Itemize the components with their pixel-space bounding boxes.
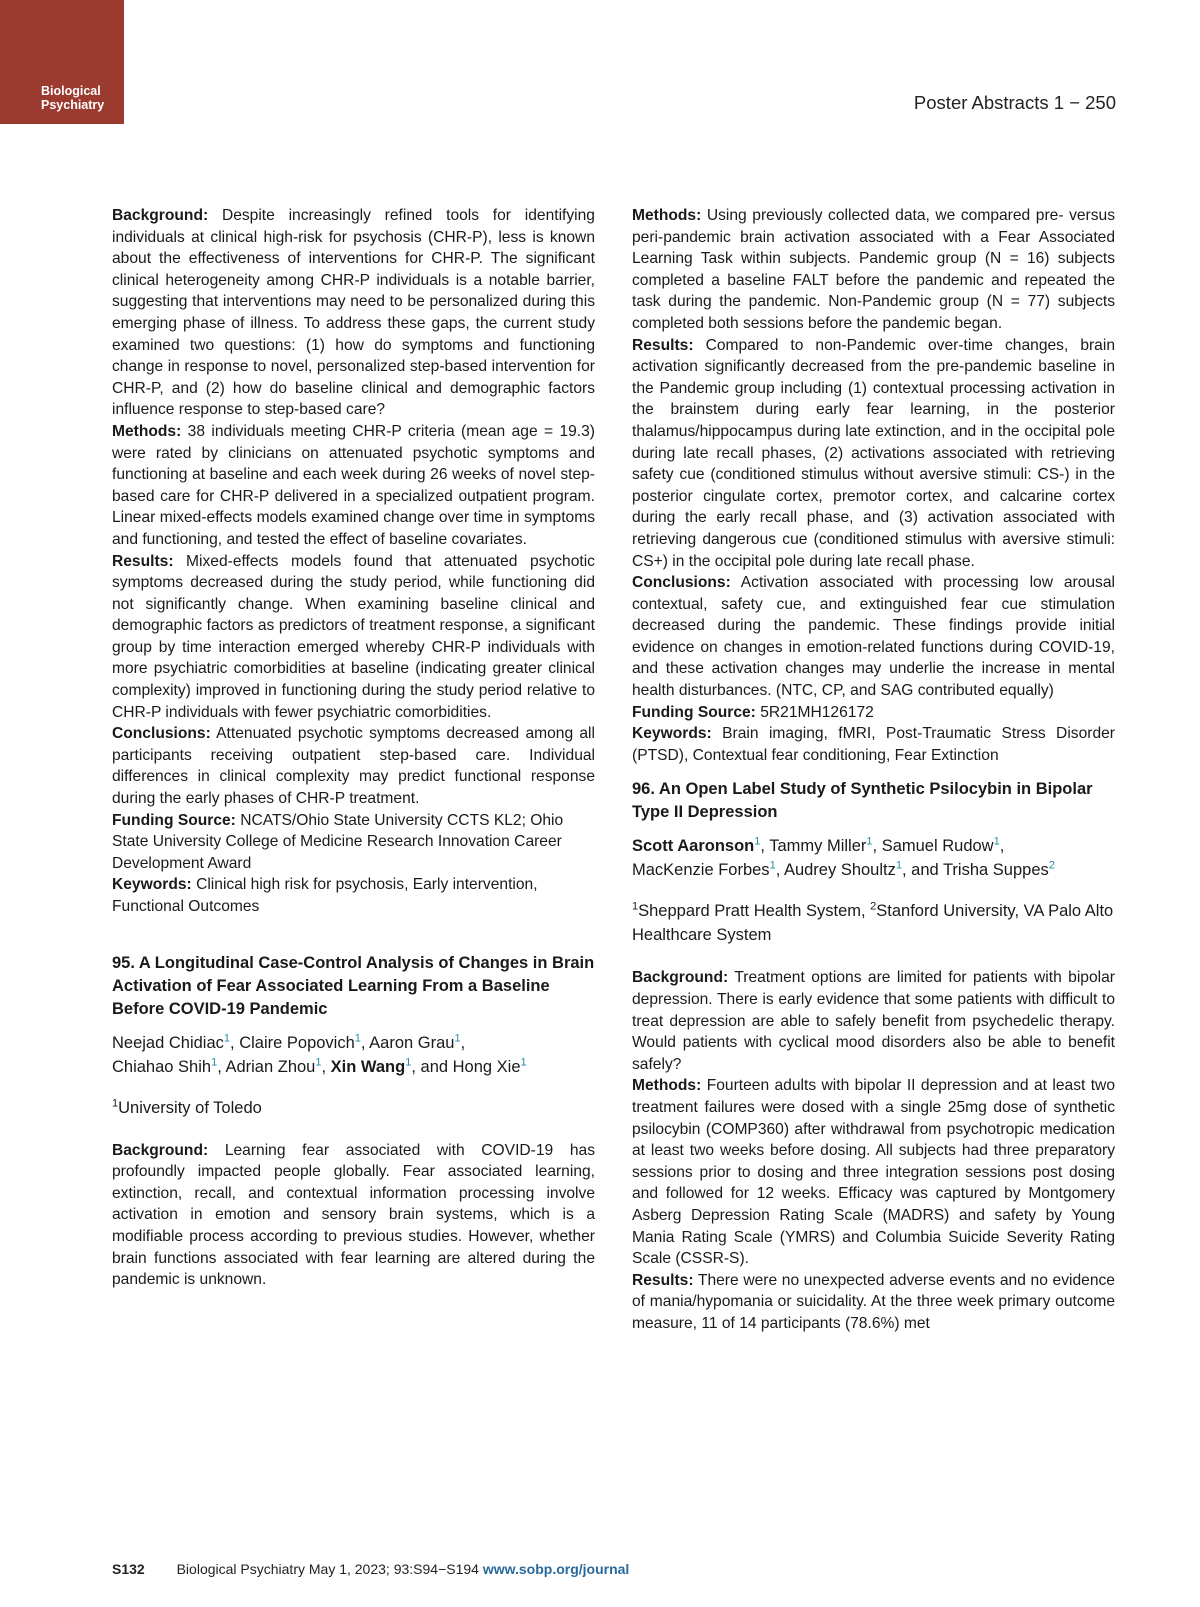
conclusions-label: Conclusions: [112,725,211,743]
abstract94-methods [112,421,595,551]
results-text: There were no unexpected adverse events and no evidence of mania/hypomania or suicidality. At the three week primary outcome measure, 11 of 14 participants (78.6%) met [632,1271,1115,1332]
results-label: Results: [632,1271,694,1289]
author: Adrian Zhou$^1$, [225,1056,331,1076]
abstract95-conclusions [632,572,1115,702]
abstract94-keywords [112,874,595,917]
journal-logo-text [41,84,104,112]
keywords-text: Clinical high risk for psychosis, Early intervention, Functional Outcomes [112,876,538,915]
background-text: Learning fear associated with COVID-19 has profoundly impacted people globally. Fear associated learning, extinction, recall, and contextual information processing involve activation in emotion and sensory brain systems, which is a modifiable process according to previous studies. However, whether brain functions associated with fear learning are altered during the pandemic is unknown. [112,1141,595,1289]
methods-label: Methods: [632,207,702,224]
author: Neejad Chidiac$^1$, [112,1032,240,1052]
results-text: Mixed-effects models found that attenuated psychotic symptoms decreased during the study period, while functioning did not significantly change. When examining baseline clinical and demographic factors as predictors of treatment response, a significant group by time interaction emerged whereby CHR-P individuals with more psychiatric comorbidities at baseline (indicating greater clinical complexity) improved in functioning during the study period relative to CHR-P individuals with fewer psychiatric comorbidities. [112,552,595,721]
logo-line-2: Psychiatry [41,98,105,112]
methods-text: Fourteen adults with bipolar II depression and at least two treatment failures were dosed with a single 25mg dose of synthetic psilocybin (COMP360) after withdrawal from psychotropic medication at least two weeks before dosing. All subjects had three preparatory sessions prior to dosing and three integration sessions post dosing and followed for 12 weeks. Efficacy was captured by Montgomery Asberg Depression Rating Scale (MADRS) and safety by Young Mania Rating Scale (YMRS) and Columbia Suicide Severity Rating Scale (CSSR-S). [632,1077,1115,1268]
abstract94-results [112,551,595,724]
author: MacKenzie Forbes$^1$, [632,859,784,880]
abstract95-affiliation: $^1$University of Toledo [112,1097,262,1117]
keywords-text: Brain imaging, fMRI, Post-Traumatic Stress Disorder (PTSD), Contextual fear conditioning, Fear Extinction [632,725,1115,764]
methods-label: Methods: [112,422,182,440]
funding-label: Funding Source: [112,811,236,829]
journal-logo [0,0,124,124]
background-label: Background: [112,1141,209,1159]
funding-text: 5R21MH126172 [760,703,874,721]
abstract95-results [632,335,1115,573]
abstract96-affiliations: $^1$Sheppard Pratt Health System, $^2$Stanford University, VA Palo Alto Healthcare System [632,900,1114,945]
abstract96-authors [632,834,1115,882]
abstract94-conclusions [112,723,595,809]
section-header: Poster Abstracts 1 − 250 [913,92,1116,113]
keywords-label: Keywords: [112,876,192,894]
author: Tammy Miller$^1$, [769,835,882,856]
author: Hong Xie$^1$ [452,1056,527,1076]
background-text: Despite increasingly refined tools for identifying individuals at clinical high-risk for psychosis (CHR-P), less is known about the effectiveness of interventions for CHR-P. The significant clinical heterogeneity among CHR-P individuals is a notable barrier, suggesting that interventions may need to be personalized during this emerging phase of illness. To address these gaps, the current study examined two questions: (1) how do symptoms and functioning change in response to novel, personalized step-based intervention for CHR-P, and (2) how do baseline clinical and demographic factors influence response to step-based care? [112,207,595,419]
background-label: Background: [112,207,209,224]
journal-link[interactable]: www.sobp.org/journal [482,1561,630,1577]
abstract95-title: 95. A Longitudinal Case-Control Analysis of Changes in Brain Activation of Fear Associated Learning From a Baseline Before COVID-19 Pandemic [112,953,595,1018]
results-label: Results: [632,336,694,354]
author: Audrey Shoultz$^1$, and [783,859,943,880]
background-label: Background: [632,969,729,987]
author: Trisha Suppes$^2$ [942,859,1055,880]
author-presenting: Xin Wang$^1$, and [330,1056,453,1076]
abstract94-funding [112,810,595,875]
abstract94-background [112,205,595,421]
citation: Biological Psychiatry May 1, 2023; 93:S94−S194 [176,1561,479,1577]
methods-text: 38 individuals meeting CHR-P criteria (mean age = 19.3) were rated by clinicians on attenuated psychotic symptoms and functioning at baseline and each week during 26 weeks of novel step-based care for CHR-P delivered in a specialized outpatient program. Linear mixed-effects models examined change over time in symptoms and functioning, and tested the effect of baseline covariates. [112,422,595,548]
abstract95-keywords [632,723,1115,766]
author-presenting: Scott Aaronson$^1$, [632,835,770,856]
page-footer [112,1561,629,1577]
author: Aaron Grau$^1$, [369,1032,466,1052]
abstract95-authors [112,1031,595,1079]
abstract96-methods [632,1075,1115,1269]
abstract95-funding [632,702,1115,724]
author: Claire Popovich$^1$, [239,1032,370,1052]
page-number: S132 [112,1561,145,1577]
right-column [632,205,1115,1335]
abstract95-background [112,1140,595,1291]
keywords-label: Keywords: [632,725,712,743]
results-text: Compared to non-Pandemic over-time changes, brain activation significantly decreased from the pre-pandemic baseline in the Pandemic group including (1) contextual processing activation in the brainstem during early fear learning, in the posterior thalamus/hippocampus during late extinction, and in the occipital pole during late recall phases, (2) activations associated with retrieving safety cue (conditioned stimulus without aversive stimuli: CS-) in the posterior cingulate cortex, premotor cortex, and calcarine cortex during the early recall phase, and (3) activation associated with retrieving dangerous cue (conditioned stimulus with aversive stimuli: CS+) in the occipital pole during late recall phase. [632,336,1115,570]
conclusions-text: Attenuated psychotic symptoms decreased among all participants receiving outpatient step-based care. Individual differences in clinical complexity may predict functional response during the early phases of CHR-P treatment. [112,725,595,808]
conclusions-text: Activation associated with processing low arousal contextual, safety cue, and extinguished fear cue stimulation decreased during the pandemic. These findings provide initial evidence on changes in emotion-related functions during COVID-19, and these activation changes may underlie the increase in mental health disturbances. (NTC, CP, and SAG contributed equally) [632,574,1115,700]
abstract96-title: 96. An Open Label Study of Synthetic Psilocybin in Bipolar Type II Depression [632,780,1093,822]
logo-line-1: Biological [41,84,101,98]
abstract96-background [632,967,1115,1075]
funding-label: Funding Source: [632,703,756,721]
funding-text: NCATS/Ohio State University CCTS KL2; Ohio State University College of Medicine Research Innovation Career Development Award [112,811,564,872]
left-column [112,205,595,1291]
abstract96-results [632,1270,1115,1335]
methods-label: Methods: [632,1077,702,1095]
author: Samuel Rudow$^1$, [881,835,1005,856]
conclusions-label: Conclusions: [632,574,731,592]
methods-text: Using previously collected data, we compared pre- versus peri-pandemic brain activation associated with a Fear Associated Learning Task within subjects. Pandemic group (N = 16) subjects completed a baseline FALT before the pandemic and repeated the task during the pandemic. Non-Pandemic group (N = 77) subjects completed both sessions before the pandemic began. [632,207,1115,332]
author: Chiahao Shih$^1$, [112,1056,226,1076]
background-text: Treatment options are limited for patients with bipolar depression. There is early evidence that some patients with difficult to treat depression are able to safely benefit from psychedelic therapy. Would patients with cyclical mood disorders also be able to benefit safely? [632,969,1115,1073]
results-label: Results: [112,552,174,570]
abstract95-methods [632,205,1115,335]
